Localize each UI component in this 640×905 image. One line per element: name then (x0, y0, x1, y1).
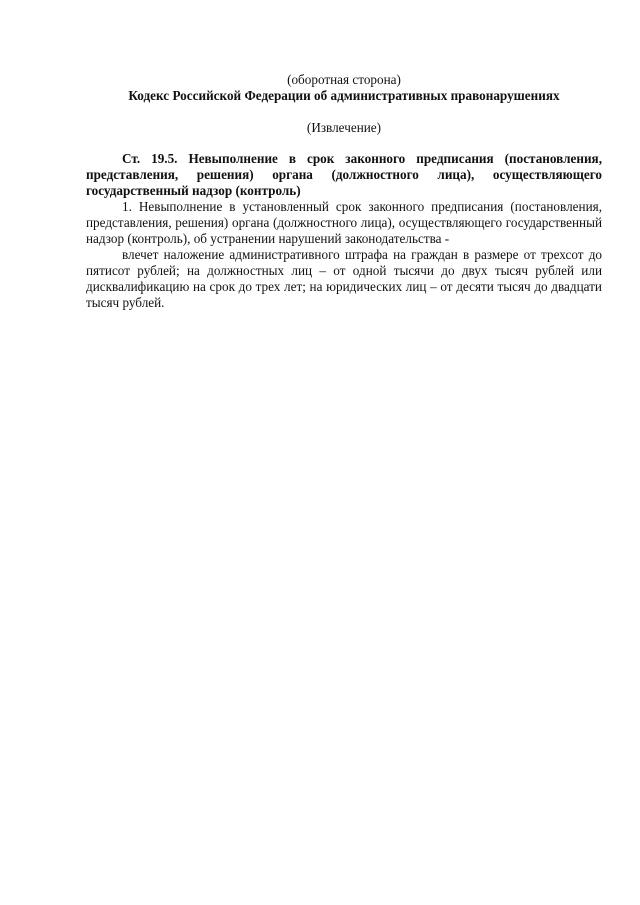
document-content (86, 72, 602, 311)
side-label: (оборотная сторона) (287, 72, 401, 87)
paragraph-1: 1. Невыполнение в установленный срок законного предписания (постановления, представления, решения) органа (должностного лица), осуществляющего государственный надзор (контроль), об устранении нарушений законодательства - (86, 199, 602, 246)
extract-label: (Извлечение) (306, 120, 382, 135)
paragraph-2: влечет наложение административного штрафа на граждан в размере от трехсот до пятисот рублей; на должностных лиц – от одной тысячи до двух тысяч рублей или дисквалификацию на срок до трех лет; на юридических лиц – от десяти тысяч до двадцати тысяч рублей. (86, 247, 602, 310)
article-heading: Ст. 19.5. Невыполнение в срок законного предписания (постановления, представления, решения) органа (должностного лица), осуществляющего государственный надзор (контроль) (86, 151, 602, 198)
code-title: Кодекс Российской Федерации об административных правонарушениях (128, 88, 560, 103)
